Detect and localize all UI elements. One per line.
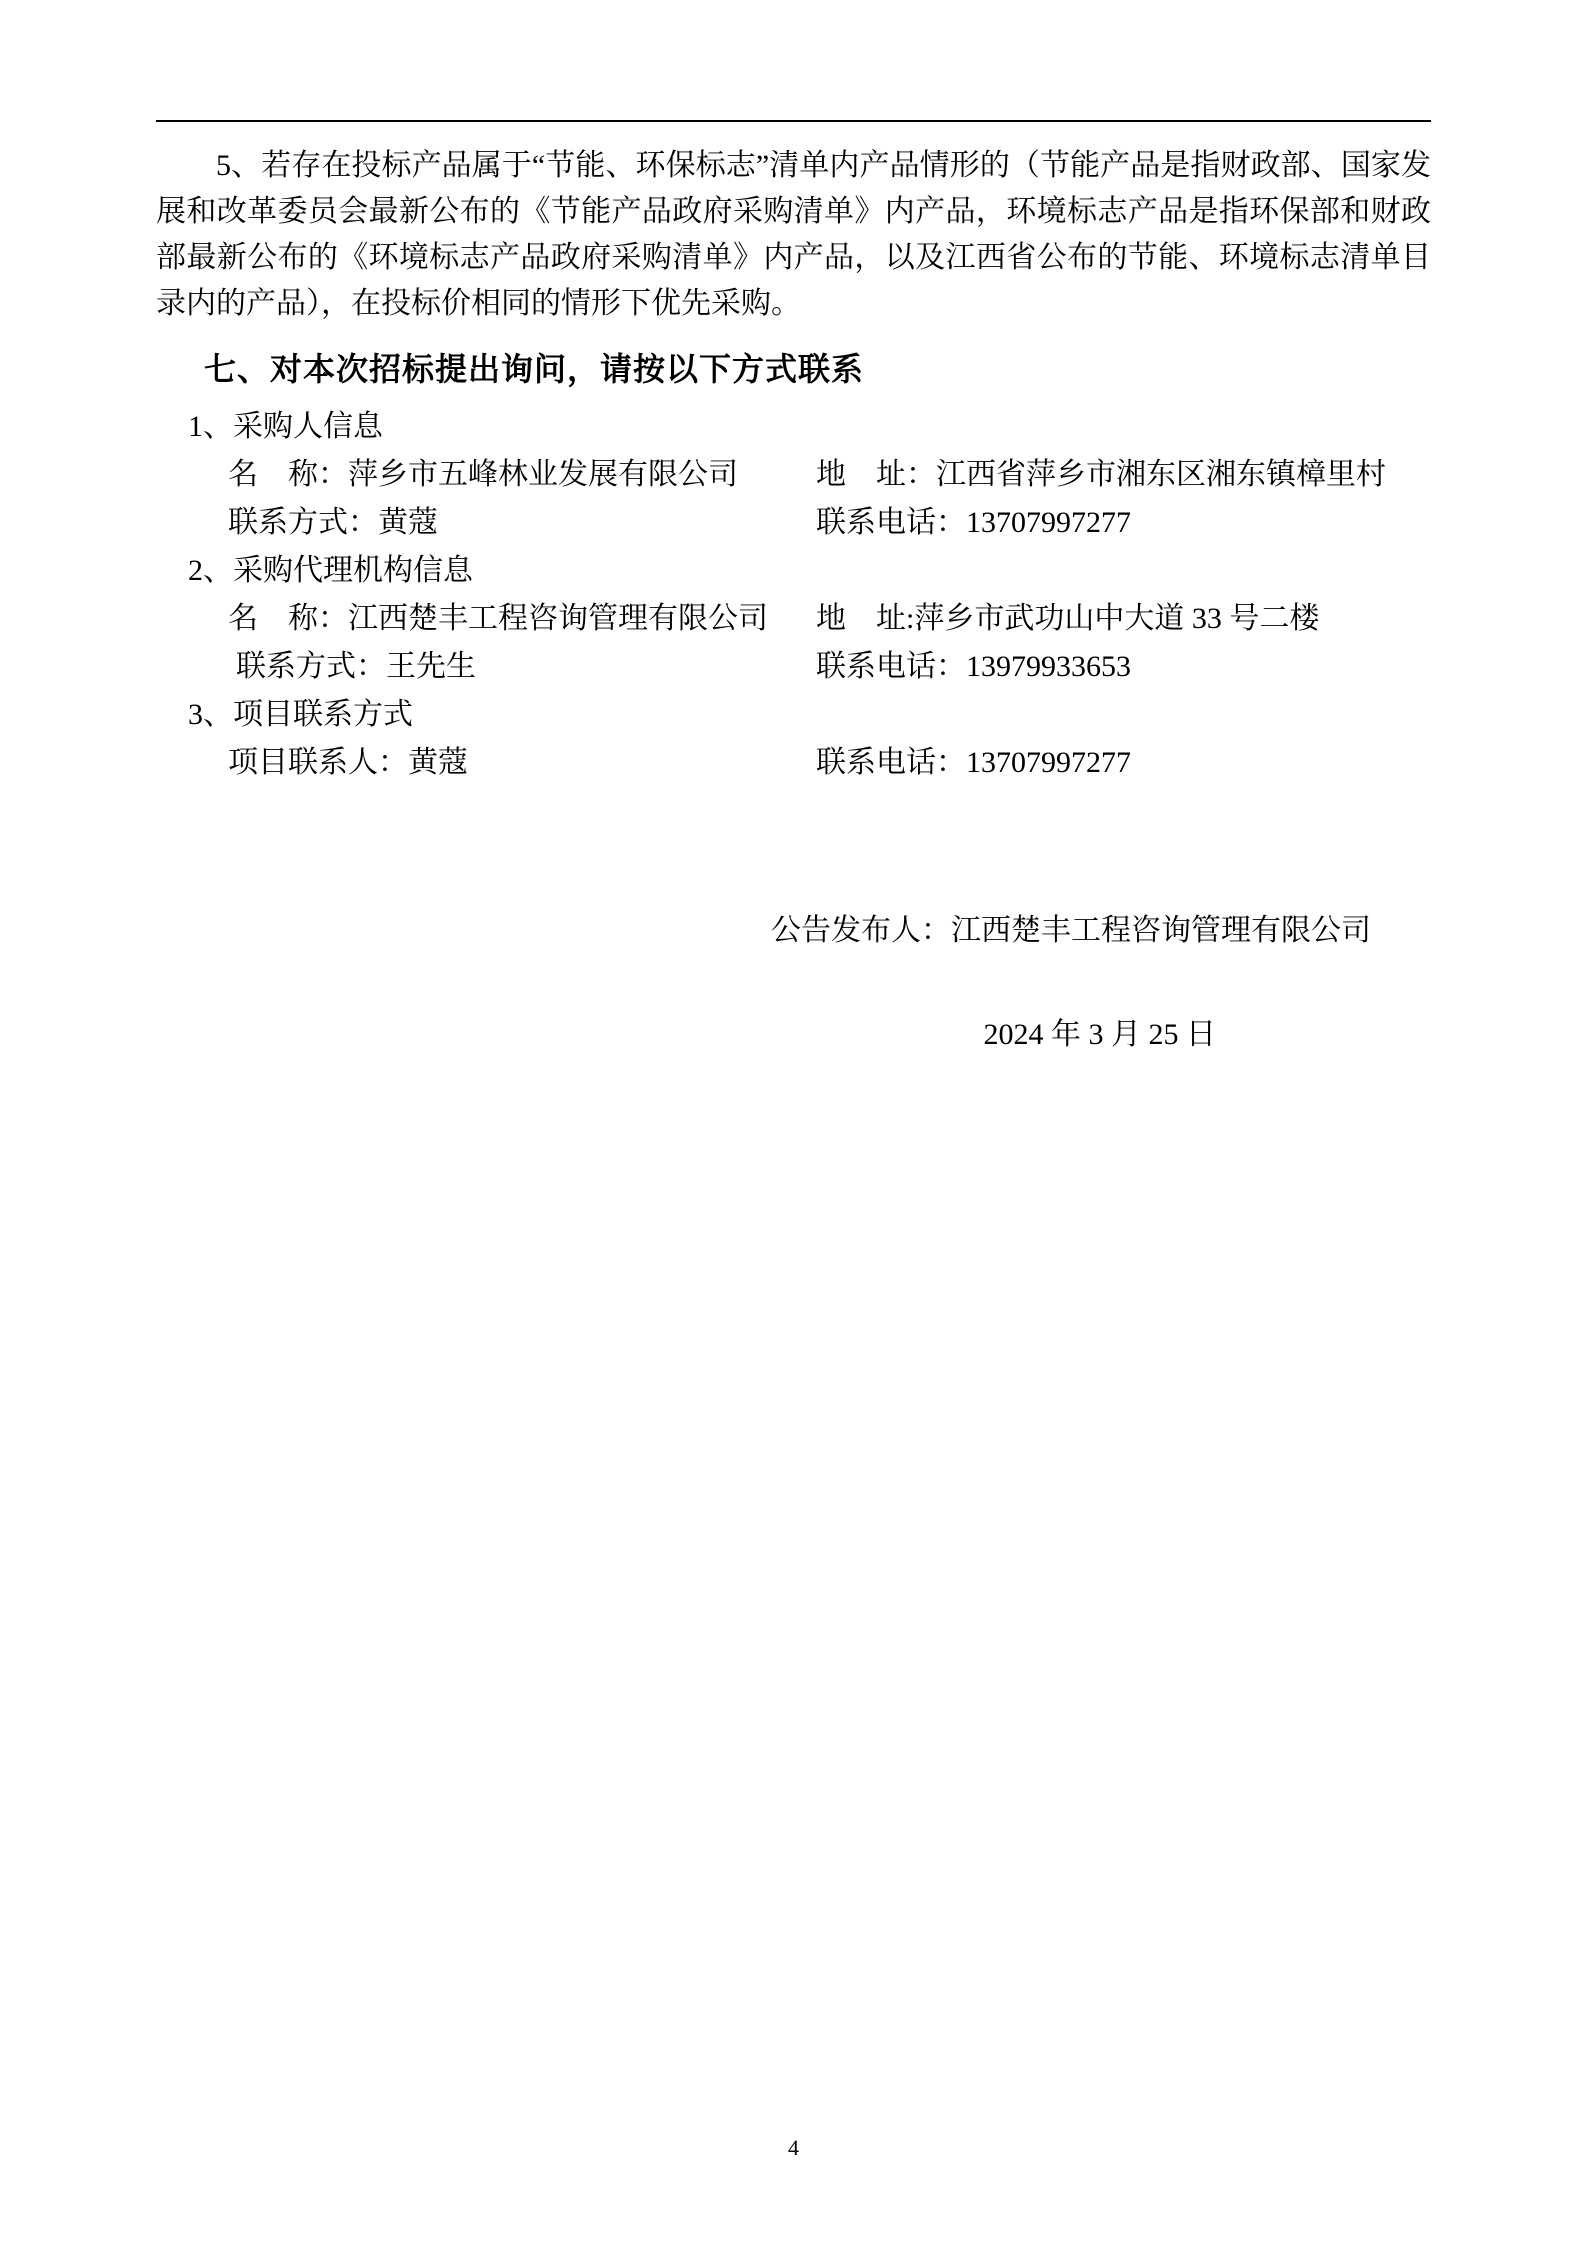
list-item-agency-info: 2、采购代理机构信息 [188,554,473,587]
purchaser-contact-label: 联系方式：黄蔻 [228,506,438,539]
table-row-agency-contact [156,643,1431,691]
agency-address-label: 地 址:萍乡市武功山中大道 33 号二楼 [816,602,1320,635]
purchaser-phone-label: 联系电话：13707997277 [816,506,1131,539]
table-row-agency-name [156,595,1431,643]
project-contact-person-label: 项目联系人：黄蔻 [228,746,468,779]
publish-date: 2024 年 3 月 25 日 [983,1018,1216,1051]
purchaser-name-label: 名 称：萍乡市五峰林业发展有限公司 [228,458,738,491]
publisher-line: 公告发布人：江西楚丰工程咨询管理有限公司 [771,914,1371,947]
table-row-purchaser-contact [156,499,1431,547]
purchaser-address-label: 地 址：江西省萍乡市湘东区湘东镇樟里村 [816,458,1386,491]
page-number: 4 [788,2135,799,2160]
agency-name-label: 名 称：江西楚丰工程咨询管理有限公司 [228,602,768,635]
list-item-project-contact: 3、项目联系方式 [188,698,413,731]
header-divider [156,120,1431,122]
vertical-spacer [156,787,1431,907]
section-title-seven: 七、对本次招标提出询问，请按以下方式联系 [204,351,865,387]
paragraph-item-5: 5、若存在投标产品属于“节能、环保标志”清单内产品情形的（节能产品是指财政部、国家发展和改革委员会最新公布的《节能产品政府采购清单》内产品，环境标志产品是指环保部和财政部最新公布的《环境标志产品政府采购清单》内产品，以及江西省公布的节能、环境标志清单目录内的产品），在投标价相同的情形下优先采购。 [156,149,1431,320]
agency-phone-label: 联系电话：13979933653 [816,650,1131,683]
project-contact-phone-label: 联系电话：13707997277 [816,746,1131,779]
agency-contact-label: 联系方式：王先生 [236,650,476,683]
list-item-purchaser-info: 1、采购人信息 [188,410,383,443]
table-row-purchaser-name [156,451,1431,499]
document-content [156,143,1431,1089]
table-row-project-contact [156,739,1431,787]
